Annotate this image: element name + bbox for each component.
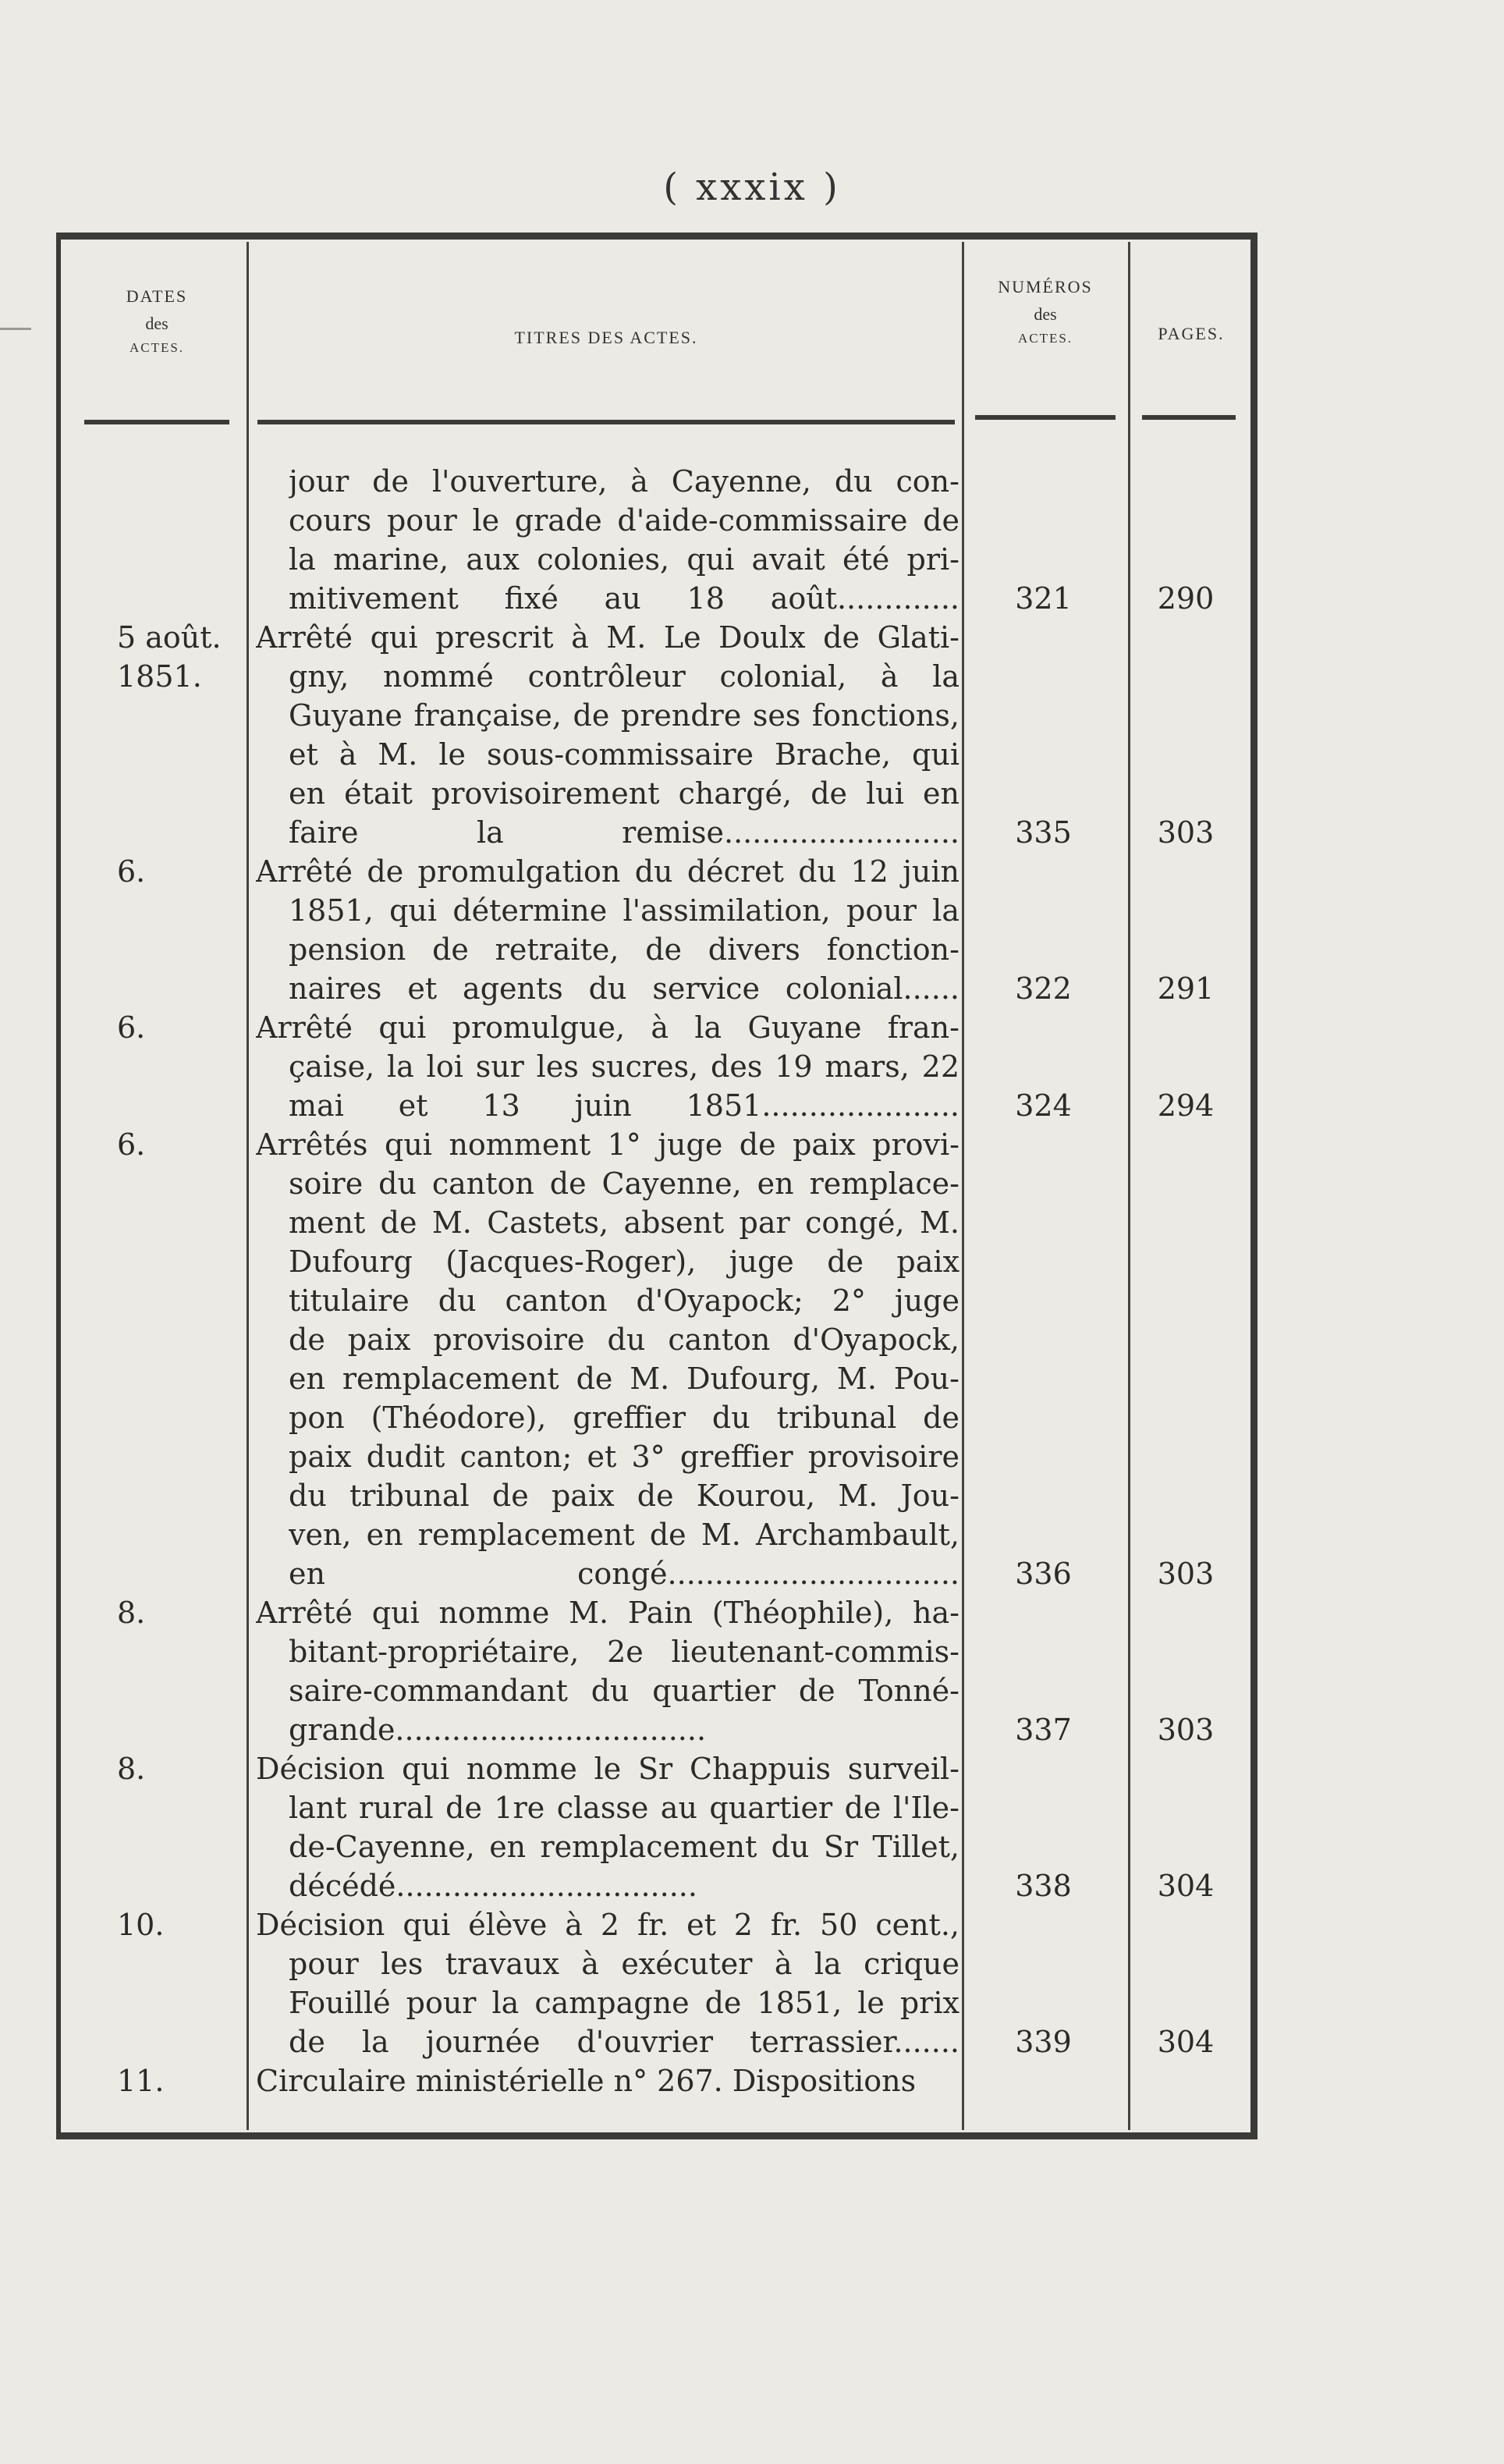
entry-line: pon (Théodore), greffier du tribunal de bbox=[289, 1401, 960, 1435]
entry-line: cours pour le grade d'aide-commissaire de bbox=[289, 503, 960, 538]
entry-line: et à M. le sous-commissaire Brache, qui bbox=[289, 737, 960, 772]
act-number: 336 bbox=[1015, 1557, 1072, 1591]
entry-line: pour les travaux à exécuter à la crique bbox=[289, 1947, 960, 1981]
entry-line: çaise, la loi sur les sucres, des 19 mars, 22 bbox=[289, 1049, 960, 1084]
entry-line: en congé............................... bbox=[289, 1557, 960, 1591]
header-rule bbox=[1142, 415, 1236, 420]
entry-line: bitant-propriétaire, 2e lieutenant-commis- bbox=[289, 1635, 960, 1669]
entry-line: du tribunal de paix de Kourou, M. Jou- bbox=[289, 1479, 960, 1513]
header-rule bbox=[975, 415, 1116, 420]
header-rule bbox=[257, 420, 955, 424]
entry-line: 1851, qui détermine l'assimilation, pour la bbox=[289, 893, 960, 928]
entry-line: en remplacement de M. Dufourg, M. Pou- bbox=[289, 1362, 960, 1396]
header-dates: DATES des ACTES. bbox=[126, 286, 188, 356]
page-reference: 290 bbox=[1157, 581, 1215, 616]
act-number: 339 bbox=[1015, 2025, 1072, 2059]
entry-date: 1851. bbox=[117, 659, 202, 694]
column-divider bbox=[1128, 242, 1130, 2130]
act-number: 335 bbox=[1015, 815, 1072, 850]
entry-line: pension de retraite, de divers fonction- bbox=[289, 932, 960, 967]
page-reference: 291 bbox=[1157, 971, 1215, 1006]
column-divider bbox=[962, 242, 964, 2130]
header-numeros: NUMÉROS des ACTES. bbox=[998, 277, 1093, 346]
entry-line: Arrêté qui prescrit à M. Le Doulx de Glati- bbox=[256, 620, 960, 655]
page-number-header: ( xxxix ) bbox=[663, 165, 841, 209]
entry-line: ment de M. Castets, absent par congé, M. bbox=[289, 1205, 960, 1240]
entry-line: naires et agents du service colonial...... bbox=[289, 971, 960, 1006]
act-number: 337 bbox=[1015, 1713, 1072, 1747]
entry-line: Guyane française, de prendre ses fonctions, bbox=[289, 698, 960, 733]
entry-line: Arrêtés qui nomment 1° juge de paix provi- bbox=[256, 1127, 960, 1162]
entry-line: Fouillé pour la campagne de 1851, le prix bbox=[289, 1986, 960, 2020]
act-number: 322 bbox=[1015, 971, 1072, 1006]
entry-date: 6. bbox=[117, 1010, 146, 1045]
entry-date: 5 août. bbox=[117, 620, 222, 655]
page-reference: 303 bbox=[1157, 1713, 1215, 1747]
entry-line: Arrêté qui nomme M. Pain (Théophile), ha- bbox=[256, 1596, 960, 1630]
page-reference: 303 bbox=[1157, 1557, 1215, 1591]
entry-date: 11. bbox=[117, 2064, 165, 2098]
column-divider bbox=[247, 242, 249, 2130]
entry-line: jour de l'ouverture, à Cayenne, du con- bbox=[289, 464, 960, 499]
entry-line: de paix provisoire du canton d'Oyapock, bbox=[289, 1323, 960, 1357]
entry-date: 8. bbox=[117, 1752, 146, 1786]
header-rule bbox=[84, 420, 229, 424]
act-number: 324 bbox=[1015, 1088, 1072, 1123]
entry-line: de la journée d'ouvrier terrassier....... bbox=[289, 2025, 960, 2059]
entry-date: 10. bbox=[117, 1908, 165, 1942]
entry-line: en était provisoirement chargé, de lui en bbox=[289, 776, 960, 811]
entry-line: paix dudit canton; et 3° greffier provisoire bbox=[289, 1440, 960, 1474]
page-reference: 303 bbox=[1157, 815, 1215, 850]
act-number: 321 bbox=[1015, 581, 1072, 616]
entry-line: saire-commandant du quartier de Tonné- bbox=[289, 1674, 960, 1708]
entry-line: mitivement fixé au 18 août............. bbox=[289, 581, 960, 616]
entry-date: 6. bbox=[117, 854, 146, 889]
entry-line: Circulaire ministérielle n° 267. Dispositions bbox=[256, 2064, 917, 2098]
entry-line: Décision qui élève à 2 fr. et 2 fr. 50 cent., bbox=[256, 1908, 960, 1942]
entry-line: Arrêté qui promulgue, à la Guyane fran- bbox=[256, 1010, 960, 1045]
entry-line: Dufourg (Jacques-Roger), juge de paix bbox=[289, 1244, 960, 1279]
entry-line: faire la remise......................... bbox=[289, 815, 960, 850]
entry-line: Décision qui nomme le Sr Chappuis surveil- bbox=[256, 1752, 960, 1786]
page-reference: 294 bbox=[1157, 1088, 1215, 1123]
page-reference: 304 bbox=[1157, 1869, 1215, 1903]
margin-mark bbox=[0, 328, 31, 330]
header-titres: TITRES DES ACTES. bbox=[514, 328, 698, 347]
entry-line: grande................................. bbox=[289, 1713, 707, 1747]
entry-line: titulaire du canton d'Oyapock; 2° juge bbox=[289, 1283, 960, 1318]
entry-line: la marine, aux colonies, qui avait été pri- bbox=[289, 542, 960, 577]
entry-date: 8. bbox=[117, 1596, 146, 1630]
entry-line: soire du canton de Cayenne, en remplace- bbox=[289, 1166, 960, 1201]
header-pages: PAGES. bbox=[1158, 324, 1225, 343]
entry-line: de-Cayenne, en remplacement du Sr Tillet, bbox=[289, 1830, 960, 1864]
entry-line: lant rural de 1re classe au quartier de l'Ile- bbox=[289, 1791, 960, 1825]
entry-line: Arrêté de promulgation du décret du 12 juin bbox=[256, 854, 960, 889]
entry-line: gny, nommé contrôleur colonial, à la bbox=[289, 659, 960, 694]
entry-line: décédé................................ bbox=[289, 1869, 697, 1903]
act-number: 338 bbox=[1015, 1869, 1072, 1903]
page-reference: 304 bbox=[1157, 2025, 1215, 2059]
entry-date: 6. bbox=[117, 1127, 146, 1162]
entry-line: mai et 13 juin 1851..................... bbox=[289, 1088, 960, 1123]
entry-line: ven, en remplacement de M. Archambault, bbox=[289, 1518, 960, 1552]
